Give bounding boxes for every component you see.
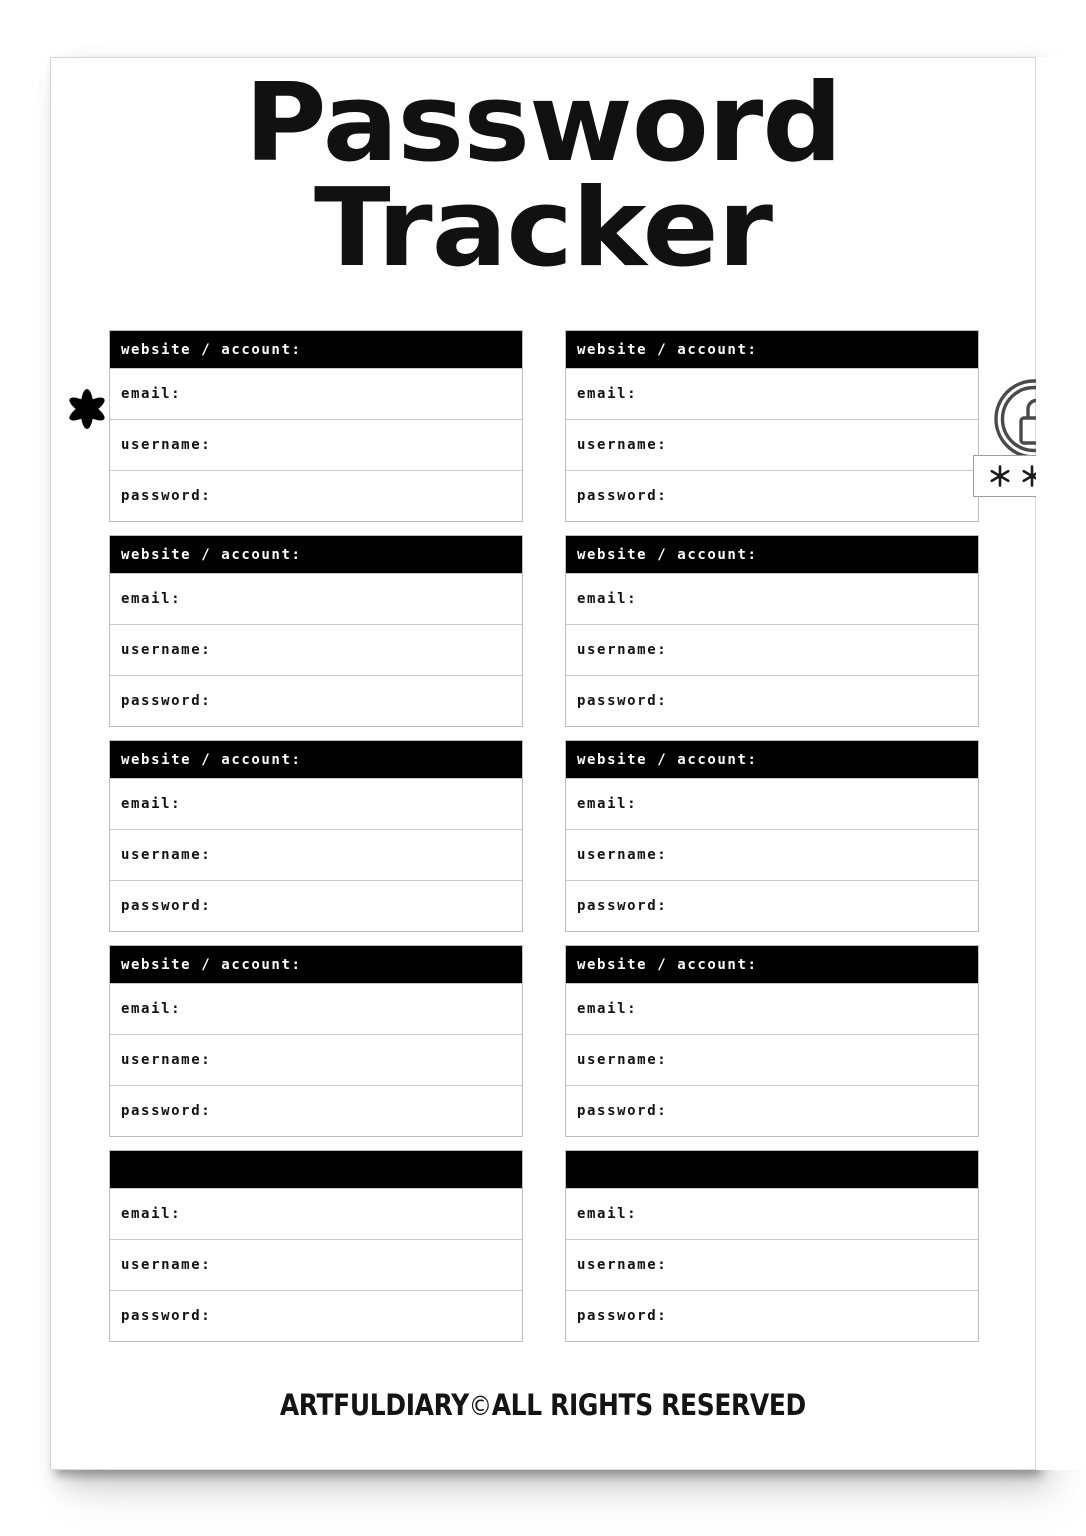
- website-account-label: website / account:: [577, 546, 758, 563]
- email-field-row[interactable]: [566, 573, 978, 624]
- username-label: username:: [577, 847, 668, 863]
- password-entry-card[interactable]: [109, 945, 523, 1137]
- copyright-icon: ©: [468, 1391, 492, 1422]
- password-entry-card[interactable]: [109, 535, 523, 727]
- card-header-bar: [566, 536, 978, 573]
- password-label: password:: [577, 898, 668, 914]
- password-label: password:: [577, 1103, 668, 1119]
- card-header-bar: [566, 331, 978, 368]
- email-label: email:: [577, 386, 638, 402]
- email-field-row[interactable]: [110, 778, 522, 829]
- username-label: username:: [121, 847, 212, 863]
- password-field-row[interactable]: [566, 880, 978, 931]
- username-field-row[interactable]: [110, 419, 522, 470]
- password-label: password:: [121, 1103, 212, 1119]
- email-field-row[interactable]: [566, 778, 978, 829]
- password-label: password:: [577, 1308, 668, 1324]
- username-label: username:: [121, 1052, 212, 1068]
- username-field-row[interactable]: [110, 624, 522, 675]
- password-label: password:: [121, 488, 212, 504]
- password-entry-grid: [109, 330, 979, 1342]
- card-header-bar: [566, 1151, 978, 1188]
- password-entry-card[interactable]: [565, 740, 979, 932]
- email-field-row[interactable]: [110, 368, 522, 419]
- email-field-row[interactable]: [110, 983, 522, 1034]
- website-account-label: website / account:: [577, 341, 758, 358]
- password-label: password:: [121, 693, 212, 709]
- email-label: email:: [121, 591, 182, 607]
- password-label: password:: [121, 898, 212, 914]
- card-header-bar: [110, 536, 522, 573]
- email-label: email:: [121, 1001, 182, 1017]
- website-account-label: website / account:: [121, 956, 302, 973]
- email-label: email:: [121, 796, 182, 812]
- username-label: username:: [121, 437, 212, 453]
- email-label: email:: [577, 1206, 638, 1222]
- username-field-row[interactable]: [566, 829, 978, 880]
- asterisk-icon: [59, 381, 115, 437]
- password-entry-card[interactable]: [109, 740, 523, 932]
- password-field-row[interactable]: [110, 1290, 522, 1341]
- printable-sheet-wrapper: [50, 57, 1036, 1470]
- password-entry-card[interactable]: [565, 945, 979, 1137]
- password-entry-card[interactable]: [565, 330, 979, 522]
- password-label: password:: [121, 1308, 212, 1324]
- password-field-row[interactable]: [566, 1085, 978, 1136]
- email-label: email:: [577, 591, 638, 607]
- email-field-row[interactable]: [566, 1188, 978, 1239]
- username-label: username:: [577, 642, 668, 658]
- card-header-bar: [110, 946, 522, 983]
- page-sheet: [50, 57, 1036, 1470]
- password-field-row[interactable]: [566, 675, 978, 726]
- password-entry-card[interactable]: [109, 330, 523, 522]
- username-label: username:: [577, 1052, 668, 1068]
- page-edge-mask: [1036, 57, 1086, 1470]
- username-label: username:: [577, 1257, 668, 1273]
- username-field-row[interactable]: [566, 1034, 978, 1085]
- password-field-row[interactable]: [110, 1085, 522, 1136]
- asterisk-icon: [988, 464, 1012, 488]
- page-title-line-2: Tracker: [313, 165, 773, 291]
- footer-credit: [51, 1388, 1035, 1422]
- password-entry-card[interactable]: [109, 1150, 523, 1342]
- username-field-row[interactable]: [566, 419, 978, 470]
- username-field-row[interactable]: [110, 829, 522, 880]
- card-header-bar: [110, 331, 522, 368]
- card-header-bar: [566, 946, 978, 983]
- email-label: email:: [121, 386, 182, 402]
- email-label: email:: [577, 796, 638, 812]
- password-entry-card[interactable]: [565, 1150, 979, 1342]
- password-field-row[interactable]: [566, 1290, 978, 1341]
- username-field-row[interactable]: [566, 624, 978, 675]
- username-label: username:: [121, 642, 212, 658]
- username-field-row[interactable]: [566, 1239, 978, 1290]
- email-label: email:: [577, 1001, 638, 1017]
- page-title-line-1: Password: [244, 61, 842, 186]
- email-label: email:: [121, 1206, 182, 1222]
- page-title: [51, 61, 1035, 291]
- password-field-row[interactable]: [110, 470, 522, 521]
- card-header-bar: [110, 741, 522, 778]
- page-content: [51, 58, 1035, 1469]
- password-field-row[interactable]: [110, 675, 522, 726]
- email-field-row[interactable]: [566, 368, 978, 419]
- username-label: username:: [121, 1257, 212, 1273]
- email-field-row[interactable]: [566, 983, 978, 1034]
- footer-rights: ALL RIGHTS RESERVED: [491, 1388, 807, 1422]
- website-account-label: website / account:: [121, 751, 302, 768]
- username-label: username:: [577, 437, 668, 453]
- website-account-label: website / account:: [121, 341, 302, 358]
- website-account-label: website / account:: [577, 751, 758, 768]
- website-account-label: website / account:: [121, 546, 302, 563]
- card-header-bar: [110, 1151, 522, 1188]
- password-entry-card[interactable]: [565, 535, 979, 727]
- password-label: password:: [577, 693, 668, 709]
- username-field-row[interactable]: [110, 1034, 522, 1085]
- footer-credit-text: [280, 1388, 806, 1422]
- username-field-row[interactable]: [110, 1239, 522, 1290]
- email-field-row[interactable]: [110, 573, 522, 624]
- footer-brand: ARTFULDIARY: [279, 1388, 469, 1422]
- password-field-row[interactable]: [566, 470, 978, 521]
- password-label: password:: [577, 488, 668, 504]
- email-field-row[interactable]: [110, 1188, 522, 1239]
- website-account-label: website / account:: [577, 956, 758, 973]
- card-header-bar: [566, 741, 978, 778]
- password-field-row[interactable]: [110, 880, 522, 931]
